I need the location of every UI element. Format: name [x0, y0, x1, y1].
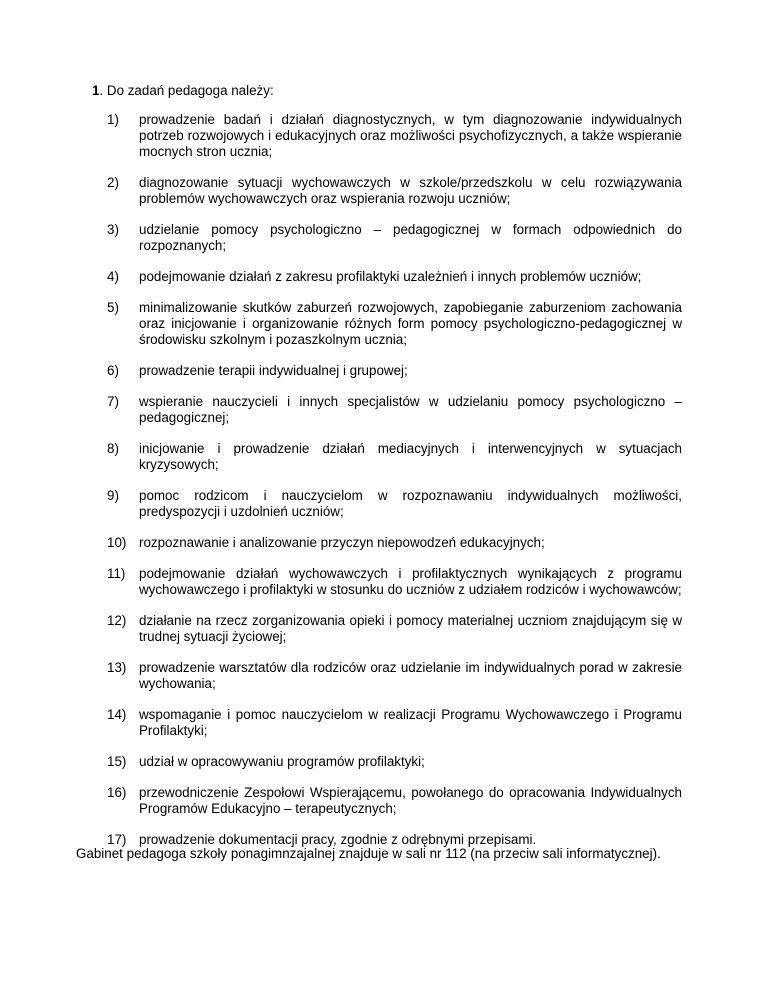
section-title: . Do zadań pedagoga należy:	[99, 83, 274, 98]
duty-text: prowadzenie terapii indywidualnej i grupowej;	[139, 363, 408, 378]
duty-item	[92, 613, 682, 645]
duty-item	[92, 488, 682, 520]
duty-number: 4)	[107, 269, 119, 284]
duty-number: 12)	[107, 613, 127, 628]
duty-text: przewodniczenie Zespołowi Wspierającemu, powołanego do opracowania Indywidualnych Programów Edukacyjno – terapeutycznych;	[139, 785, 682, 816]
duty-number: 3)	[107, 222, 119, 237]
duty-item	[92, 300, 682, 348]
duty-number: 5)	[107, 300, 119, 315]
duty-text: udzielanie pomocy psychologiczno – pedagogicznej w formach odpowiednich do rozpoznanych;	[139, 222, 682, 253]
duty-item	[92, 707, 682, 739]
duty-item	[92, 112, 682, 160]
duty-number: 2)	[107, 175, 119, 190]
duty-number: 8)	[107, 441, 119, 456]
duty-number: 11)	[107, 566, 126, 581]
duty-text: minimalizowanie skutków zaburzeń rozwojowych, zapobieganie zaburzeniom zachowania oraz inicjowanie i organizowanie różnych form pomocy psychologiczno-pedagogicznej w środowisku szkolnym i pozaszkolnym ucznia;	[139, 300, 682, 347]
duties-list	[92, 112, 682, 863]
duty-text: wspieranie nauczycieli i innych specjalistów w udzielaniu pomocy psychologiczno – pedagogicznej;	[139, 394, 682, 425]
duty-item	[92, 175, 682, 207]
duty-text: działanie na rzecz zorganizowania opieki i pomocy materialnej uczniom znajdującym się w trudnej sytuacji życiowej;	[139, 613, 682, 644]
duty-text: rozpoznawanie i analizowanie przyczyn niepowodzeń edukacyjnych;	[139, 535, 545, 550]
duty-text: wspomaganie i pomoc nauczycielom w realizacji Programu Wychowawczego i Programu Profilaktyki;	[139, 707, 682, 738]
duty-text: podejmowanie działań z zakresu profilaktyki uzależnień i innych problemów uczniów;	[139, 269, 642, 284]
duty-item	[92, 441, 682, 473]
footer-note: Gabinet pedagoga szkoły ponagimnzajalnej znajduje w sali nr 112 (na przeciw sali informatycznej).	[76, 846, 661, 861]
duty-item	[92, 222, 682, 254]
duty-number: 15)	[107, 754, 127, 769]
section-heading	[92, 83, 692, 99]
duty-number: 13)	[107, 660, 127, 675]
duty-number: 6)	[107, 363, 119, 378]
duty-number: 17)	[107, 832, 127, 847]
duty-item	[92, 269, 682, 285]
duty-item	[92, 785, 682, 817]
duty-number: 1)	[107, 112, 119, 127]
duty-number: 14)	[107, 707, 127, 722]
section-number: 1	[92, 83, 100, 98]
duty-text: podejmowanie działań wychowawczych i profilaktycznych wynikających z programu wychowawczego i profilaktyki w stosunku do uczniów z udziałem rodziców i wychowawców;	[139, 566, 682, 597]
duty-text: pomoc rodzicom i nauczycielom w rozpoznawaniu indywidualnych możliwości, predyspozycji i uzdolnień uczniów;	[139, 488, 682, 519]
duty-text: udział w opracowywaniu programów profilaktyki;	[139, 754, 425, 769]
duty-number: 7)	[107, 394, 119, 409]
duty-number: 16)	[107, 785, 127, 800]
duty-text: prowadzenie warsztatów dla rodziców oraz udzielanie im indywidualnych porad w zakresie wychowania;	[139, 660, 682, 691]
duty-item	[92, 394, 682, 426]
duty-item	[92, 535, 682, 551]
duty-number: 10)	[107, 535, 127, 550]
duty-item	[92, 363, 682, 379]
duty-text: inicjowanie i prowadzenie działań mediacyjnych i interwencyjnych w sytuacjach kryzysowych;	[139, 441, 682, 472]
duty-item	[92, 754, 682, 770]
duty-text: prowadzenie dokumentacji pracy, zgodnie z odrębnymi przepisami.	[139, 832, 537, 847]
duty-number: 9)	[107, 488, 119, 503]
duty-item	[92, 566, 682, 598]
duty-text: prowadzenie badań i działań diagnostycznych, w tym diagnozowanie indywidualnych potrzeb rozwojowych i edukacyjnych oraz możliwości psychofizycznych, a także wspieranie mocnych stron ucznia;	[139, 112, 682, 159]
duty-text: diagnozowanie sytuacji wychowawczych w szkole/przedszkolu w celu rozwiązywania problemów wychowawczych oraz wspierania rozwoju uczniów;	[139, 175, 682, 206]
duty-item	[92, 660, 682, 692]
